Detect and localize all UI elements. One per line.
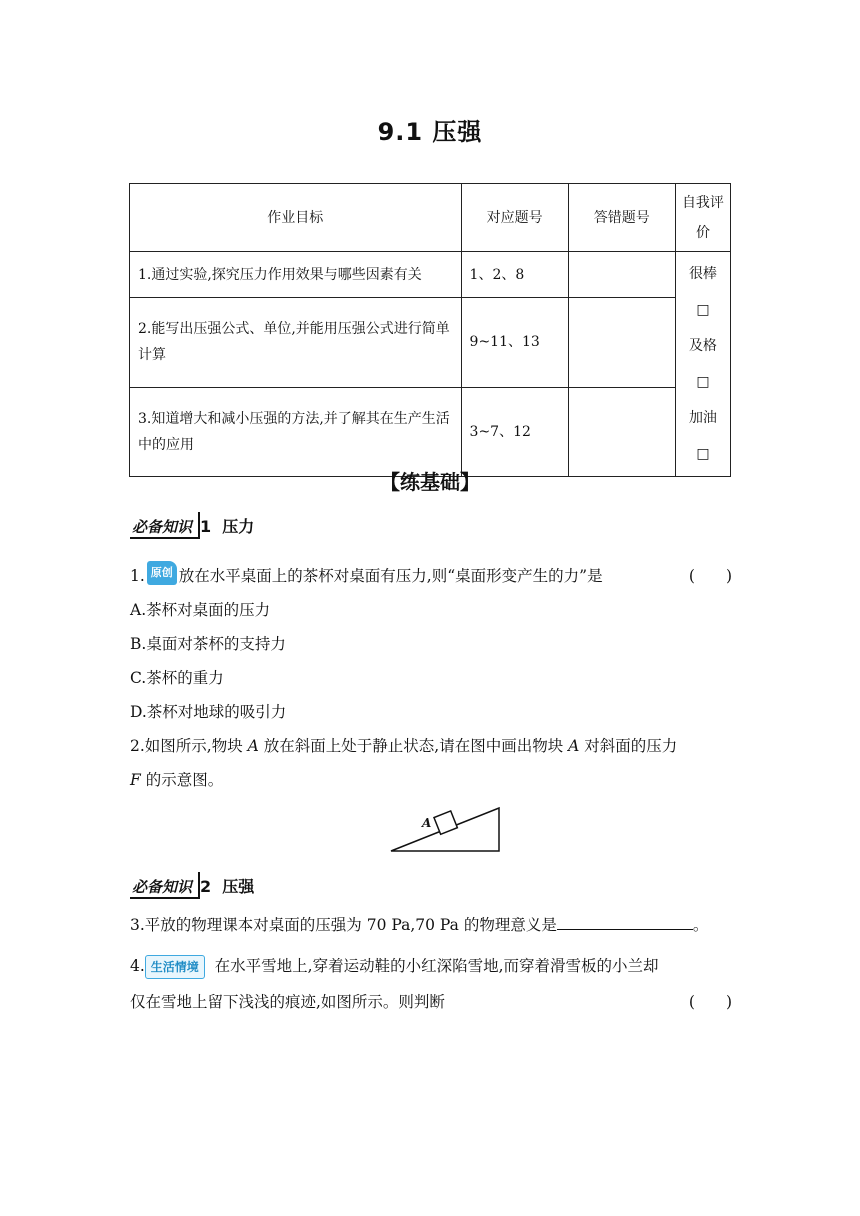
incline-figure[interactable] (385, 800, 505, 856)
self-eval-cell (675, 252, 730, 477)
option-d[interactable]: D.茶杯对地球的吸引力 (130, 703, 287, 721)
question-2-line-2: F 的示意图。 (130, 771, 224, 789)
option-c[interactable]: C.茶杯的重力 (130, 669, 224, 687)
block-a (434, 811, 457, 834)
option-b[interactable]: B.桌面对茶杯的支持力 (130, 635, 286, 653)
table-row (130, 252, 731, 298)
original-tag: 原创 (147, 561, 177, 585)
question-3: 3.平放的物理课本对桌面的压强为 70 Pa,70 Pa 的物理意义是 。 (130, 913, 708, 936)
answer-paren[interactable]: ( ) (688, 567, 732, 585)
knowledge-badge: 必备知识 (130, 516, 194, 537)
life-context-tag: 生活情境 (145, 955, 205, 979)
goal-cell: 2.能写出压强公式、单位,并能用压强公式进行简单计算 (130, 298, 462, 387)
section-title: 【练基础】 (380, 470, 480, 494)
knowledge-heading-2 (130, 874, 254, 897)
questions-cell: 1、2、8 (461, 252, 568, 298)
self-eval-try[interactable]: 加油□ (688, 410, 717, 462)
table-row (130, 387, 731, 476)
knowledge-name: 压力 (222, 517, 255, 536)
option-a[interactable]: A.茶杯对桌面的压力 (130, 601, 271, 619)
question-4-line-2: 仅在雪地上留下浅浅的痕迹,如图所示。则判断 ( ) (130, 993, 732, 1011)
page-title: 9.1 压强 (377, 118, 483, 146)
wrong-answer-cell[interactable] (568, 298, 675, 387)
knowledge-number: 2 (200, 877, 212, 896)
goal-cell: 3.知道增大和减小压强的方法,并了解其在生产生活中的应用 (130, 387, 462, 476)
knowledge-heading-1 (130, 514, 254, 537)
answer-blank[interactable] (557, 913, 693, 930)
question-4-line-1: 4. 生活情境 在水平雪地上,穿着运动鞋的小红深陷雪地,而穿着滑雪板的小兰却 (130, 955, 659, 979)
wrong-answer-cell[interactable] (568, 252, 675, 298)
knowledge-badge: 必备知识 (130, 876, 194, 897)
questions-cell: 3~7、12 (461, 387, 568, 476)
block-label: A (422, 816, 432, 830)
header-wrong: 答错题号 (568, 184, 675, 252)
self-eval-pass[interactable]: 及格□ (688, 338, 717, 390)
knowledge-number: 1 (200, 517, 212, 536)
header-goal: 作业目标 (130, 184, 462, 252)
knowledge-name: 压强 (222, 877, 255, 896)
table-row (130, 298, 731, 387)
self-eval-great[interactable]: 很棒□ (688, 266, 717, 318)
header-self-eval: 自我评价 (675, 184, 730, 252)
goal-cell: 1.通过实验,探究压力作用效果与哪些因素有关 (130, 252, 462, 298)
header-questions: 对应题号 (461, 184, 568, 252)
answer-paren[interactable]: ( ) (688, 993, 732, 1011)
question-2-line-1: 2.如图所示,物块 A 放在斜面上处于静止状态,请在图中画出物块 A 对斜面的压力 (130, 737, 678, 755)
questions-cell: 9~11、13 (461, 298, 568, 387)
wrong-answer-cell[interactable] (568, 387, 675, 476)
homework-goals-table (129, 183, 731, 477)
question-1-stem: 1. 原创 放在水平桌面上的茶杯对桌面有压力,则“桌面形变产生的力”是 ( ) (130, 565, 732, 589)
table-header-row (130, 184, 731, 252)
